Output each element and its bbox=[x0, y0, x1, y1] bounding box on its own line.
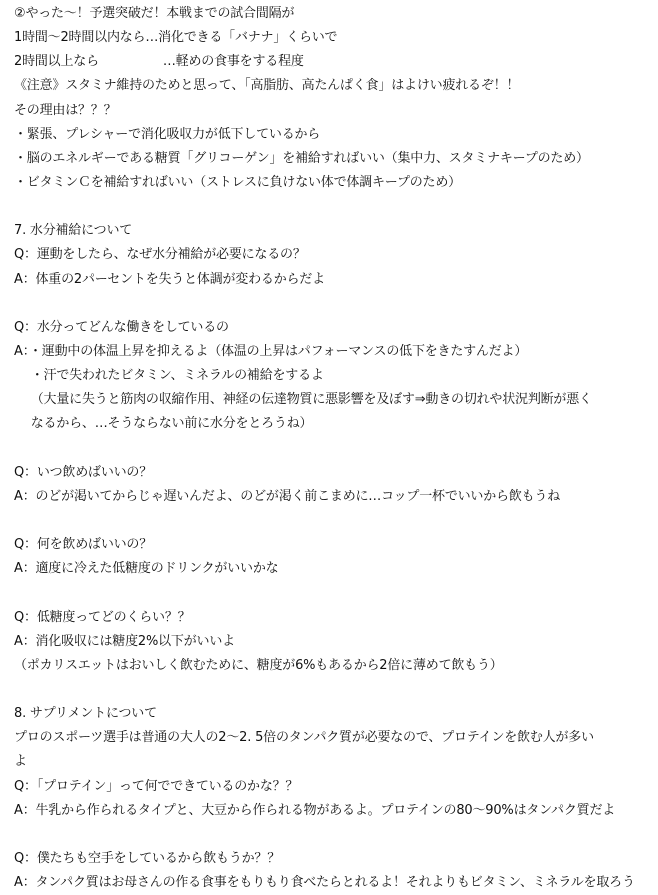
text-line: 《注意》スタミナ維持のためと思って、「高脂肪、高たんぱく食」はよけい疲れるぞ！！ bbox=[14, 78, 520, 94]
text-line: A：消化吸収には糖度2%以下がいいよ bbox=[14, 633, 235, 649]
text-line: Q：「プロテイン」って何でできているのかな？？ bbox=[14, 778, 299, 794]
text-line: ・緊張、プレシャーで消化吸収力が低下しているから bbox=[14, 126, 321, 142]
text-line: A：のどが渇いてからじゃ遅いんだよ、のどが渇く前こまめに…コップ一杯でいいから飲もうね bbox=[14, 488, 561, 504]
blank-line bbox=[14, 678, 654, 702]
text-line: ・ビタミンＣを補給すればいい（ストレスに負けない体で体調キープのため） bbox=[14, 174, 461, 190]
text-line: A：・運動中の体温上昇を抑えるよ（体温の上昇はパフォーマンスの低下をきたすんだよ） bbox=[14, 343, 528, 359]
text-line: A：牛乳から作られるタイプと、大豆から作られる物があるよ。プロテインの80～90%はタンパク質だよ bbox=[14, 802, 616, 818]
text-line: Q：低糖度ってどのくらい？？ bbox=[14, 609, 191, 625]
blank-line bbox=[14, 823, 654, 847]
text-line: A：体重の2パーセントを失うと体調が変わるからだよ bbox=[14, 271, 325, 287]
text-line: Q：水分ってどんな働きをしているの bbox=[14, 319, 229, 335]
blank-line bbox=[14, 195, 654, 219]
text-line: ②やった～！予選突破だ！本戦までの試合間隔が bbox=[14, 6, 295, 21]
text-line: プロのスポーツ選手は普通の大人の2～2. 5倍のタンパク質が必要なので、プロテインを飲む人が多い bbox=[14, 730, 594, 746]
text-line: その理由は？？？ bbox=[14, 102, 117, 118]
blank-line bbox=[14, 509, 654, 533]
blank-line bbox=[14, 437, 654, 461]
blank-line bbox=[14, 581, 654, 605]
text-line: ・脳のエネルギーである糖質「グリコーゲン」を補給すればいい（集中力、スタミナキープのため） bbox=[14, 150, 589, 166]
text-line: 8. サプリメントについて bbox=[14, 706, 157, 722]
text-line: A：タンパク質はお母さんの作る食事をもりもり食べたらとれるよ！それよりもビタミン、ミネラルを取ろう bbox=[14, 875, 635, 891]
text-line: 2時間以上なら …軽めの食事をする程度 bbox=[14, 54, 304, 70]
text-line: Q：僕たちも空手をしているから飲もうか？？ bbox=[14, 850, 281, 866]
blank-line bbox=[14, 292, 654, 316]
text-line: ・汗で失われたビタミン、ミネラルの補給をするよ bbox=[14, 368, 324, 384]
document-body bbox=[14, 2, 654, 895]
text-line: Q：いつ飲めばいいの？ bbox=[14, 464, 153, 480]
text-line: Q：何を飲めばいいの？ bbox=[14, 537, 153, 553]
text-line: Q：運動をしたら、なぜ水分補給が必要になるの？ bbox=[14, 247, 306, 263]
text-line: 1時間～2時間以内なら…消化できる「バナナ」くらいで bbox=[14, 30, 338, 46]
text-line: よ bbox=[14, 754, 27, 770]
text-line: なるから、…そうならない前に水分をとろうね） bbox=[14, 416, 313, 432]
text-line: （大量に失うと筋肉の収縮作用、神経の伝達物質に悪影響を及ぼす⇒動きの切れや状況判断が悪く bbox=[14, 392, 592, 408]
text-line: 7. 水分補給について bbox=[14, 223, 133, 239]
text-line: A：適度に冷えた低糖度のドリンクがいいかな bbox=[14, 561, 279, 577]
text-line: （ポカリスエットはおいしく飲むために、糖度が6%もあるから2倍に薄めて飲もう） bbox=[14, 657, 503, 673]
